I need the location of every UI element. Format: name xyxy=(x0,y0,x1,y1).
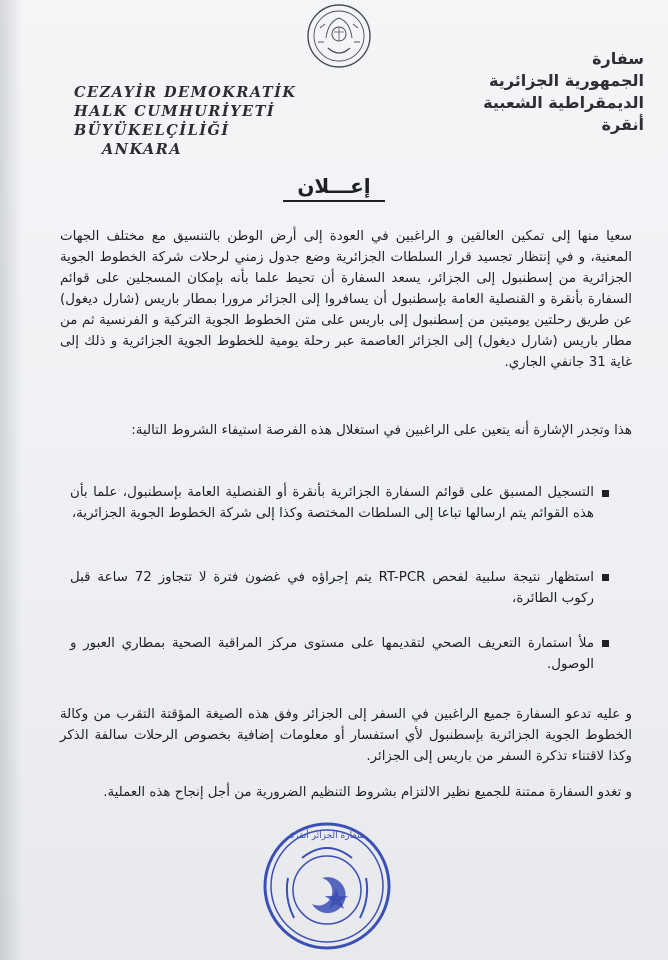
title-text: إعـــلان xyxy=(283,174,384,202)
page-title xyxy=(0,174,668,198)
header-right-line: الديمقراطية الشعبية xyxy=(483,93,644,112)
header-left-line: HALK CUMHURİYETİ xyxy=(74,103,276,120)
header-left-turkish xyxy=(74,83,304,159)
paragraph-call-to-action: و عليه تدعو السفارة جميع الراغبين في السفر إلى الجزائر وفق هذه الصيغة المؤقتة التقرب من وكالة الخطوط الجوية الجزائرية بإسطنبول لأي استفسار أو معلومات إضافية بخصوص الرحلات سالفة الذكر وكذا لاقتناء تذكرة السفر من باريس إلى الجزائر. xyxy=(60,707,632,764)
condition-item: التسجيل المسبق على قوائم السفارة الجزائرية بأنقرة أو القنصلية العامة بإسطنبول، علما بأن هذه القوائم يتم ارسالها تباعا إلى السلطات المختصة وكذا إلى شركة الخطوط الجوية الجزائرية، xyxy=(70,485,594,521)
emblem-seal-icon xyxy=(298,2,380,70)
header-left-line: ANKARA xyxy=(102,141,183,158)
paragraph-conditions-intro: هذا وتجدر الإشارة أنه يتعين على الراغبين في استغلال هذه الفرصة استيفاء الشروط التالية: xyxy=(131,423,632,438)
header-left-line: BÜYÜKELÇİLİĞİ xyxy=(74,122,230,139)
header-right-arabic xyxy=(384,48,644,136)
header-left-line: CEZAYİR DEMOKRATİK xyxy=(74,84,297,101)
paragraph-intro: سعيا منها إلى تمكين العالقين و الراغبين في العودة إلى أرض الوطن بالتنسيق مع مختلف الجهات المعنية، و في إنتظار تجسيد قرار السلطات الجزائرية وضع جدول زمني لرحلات شركة الخطوط الجوية الجزائرية من إسطنبول إلى الجزائر، يسعد السفارة أن تحيط علما بأنه بإمكان المسجلين على قوائم السفارة بأنقرة و القنصلية العامة بإسطنبول أن يسافروا إلى الجزائر مرورا بمطار باريس (شارل ديغول) عن طريق رحلتين يوميتين من إسطنبول إلى باريس على متن الخطوط الجوية التركية و الفرنسية ثم من مطار باريس (شارل ديغول) إلى الجزائر العاصمة عبر رحلة يومية للخطوط الجوية الجزائرية و ذلك إلى غاية 31 جانفي الجاري. xyxy=(60,229,632,370)
bullet-icon xyxy=(602,574,609,581)
header-right-line: الجمهورية الجزائرية xyxy=(489,71,644,90)
bullet-icon xyxy=(602,490,609,497)
header-right-line: سفارة xyxy=(592,49,644,68)
header-right-line: أنقرة xyxy=(601,115,644,134)
bullet-icon xyxy=(602,640,609,647)
paragraph-closing: و تغدو السفارة ممتنة للجميع نظير الالتزام بشروط التنظيم الضرورية من أجل إنجاح هذه العملية. xyxy=(103,785,632,800)
stamp-text: سفارة الجزائر أنقرة xyxy=(289,831,365,841)
embassy-stamp-icon xyxy=(262,818,392,954)
condition-item: استظهار نتيجة سلبية لفحص RT-PCR يتم إجراؤه في غضون فترة لا تتجاوز 72 ساعة قبل ركوب الطائرة، xyxy=(70,570,594,606)
condition-item: ملأ استمارة التعريف الصحي لتقديمها على مستوى مركز المراقبة الصحية بمطاري العبور و الوصول. xyxy=(70,636,594,672)
